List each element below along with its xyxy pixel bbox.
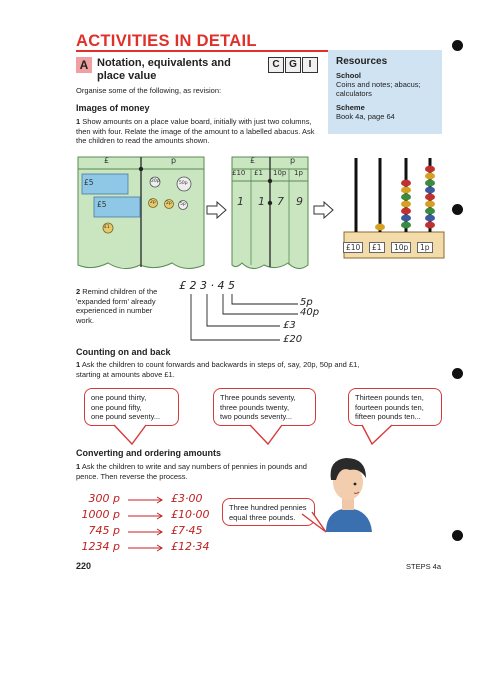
board1-note: £5	[84, 178, 94, 187]
coin-5p: 5p	[180, 202, 186, 207]
section-intro: Organise some of the following, as revision:	[76, 86, 222, 95]
expanded-part: 40p	[300, 307, 320, 318]
boy-illustration	[318, 452, 378, 534]
bubble-line: fourteen pounds ten,	[355, 402, 424, 412]
pence-value: 745 p	[88, 524, 120, 537]
board2-col-pence: p	[290, 156, 296, 165]
conversion-arrows	[124, 495, 168, 555]
pounds-value: £3·00	[171, 492, 203, 505]
school-text: Coins and notes; abacus; calculators	[336, 80, 421, 98]
bubble-line: Thirteen pounds ten,	[355, 393, 424, 402]
coin-2p: 2p	[166, 201, 172, 206]
board1-note: £5	[97, 200, 107, 209]
bubble-line: one pound thirty,	[91, 393, 147, 402]
expanded-amount: £ 2 3 · 4 5	[179, 279, 235, 292]
board2-col-label: 1p	[294, 169, 303, 177]
item-number: 1	[76, 462, 81, 471]
steps-label: STEPS 4a	[406, 562, 442, 571]
board1-col-pound: £	[104, 156, 110, 165]
scheme-text: Book 4a, page 64	[336, 112, 395, 121]
board1-col-pence: p	[171, 156, 177, 165]
images-text	[76, 117, 316, 146]
coin-2p: 2p	[150, 200, 156, 205]
pence-value: 300 p	[88, 492, 120, 505]
speech-bubble	[348, 388, 442, 426]
bubble-tail	[248, 424, 288, 446]
counting-body: Ask the children to count forwards and backwards in steps of, say, 20p, 50p and £1, starting at amounts above £1.	[76, 360, 360, 379]
images-body: Show amounts on a place value board, initially with just two columns, then with four. Relate the image of the amount to a labelled abacus. Ask the children to read the amounts shown.	[76, 117, 315, 145]
item-number: 2	[76, 287, 81, 296]
images-heading: Images of money	[76, 103, 150, 113]
board2-col-pound: £	[250, 156, 256, 165]
pounds-value: £7·45	[171, 524, 203, 537]
abacus-label: 1p	[417, 242, 433, 253]
expanded-text	[76, 287, 166, 325]
place-value-board-two-column	[76, 155, 206, 275]
bubble-line: one pound seventy...	[91, 412, 161, 421]
expanded-part: 5p	[300, 297, 313, 308]
abacus-label: 10p	[391, 242, 411, 253]
bubble-line: fifteen pounds ten...	[355, 412, 421, 421]
binder-hole	[452, 204, 463, 215]
resources-heading: Resources	[336, 56, 388, 67]
coin-pound: £1	[104, 225, 110, 230]
badge-c: C	[268, 57, 284, 73]
expanded-body: Remind children of the 'expanded form' already experienced in number work.	[76, 287, 158, 325]
section-letter: A	[76, 57, 92, 73]
pence-value: 1234 p	[81, 540, 120, 553]
abacus-label: £1	[369, 242, 385, 253]
speech-bubble	[213, 388, 316, 426]
bubble-tail	[360, 424, 400, 446]
board2-col-label: 10p	[273, 169, 287, 177]
bubble-line: three pounds twenty,	[220, 402, 290, 412]
board2-col-label: £1	[254, 169, 263, 177]
bubble-line: equal three pounds.	[229, 512, 296, 522]
board2-digit: 7	[277, 195, 284, 208]
speech-bubble	[84, 388, 179, 426]
board2-digit: 1	[237, 195, 244, 208]
abacus-label: £10	[343, 242, 363, 253]
expanded-part: £20	[283, 334, 303, 345]
board2-col-label: £10	[232, 169, 246, 177]
resources-box	[328, 50, 442, 134]
right-arrow-icon	[206, 201, 228, 219]
binder-hole	[452, 368, 463, 379]
bubble-line: Three pounds seventy,	[220, 393, 296, 402]
badge-g: G	[285, 57, 301, 73]
pence-value: 1000 p	[81, 508, 120, 521]
converting-body: Ask the children to write and say numbers of pennies in pounds and pence. Then reverse the process.	[76, 462, 307, 481]
page-title: ACTIVITIES IN DETAIL	[76, 32, 257, 50]
binder-hole	[452, 530, 463, 541]
bubble-tail	[112, 424, 152, 446]
board2-digit: 1	[258, 195, 265, 208]
bubble-line: Three hundred pennies	[229, 503, 307, 512]
item-number: 1	[76, 360, 81, 369]
counting-text	[76, 360, 376, 379]
binder-hole	[452, 40, 463, 51]
coin-20p: 20p	[151, 179, 160, 184]
item-number: 1	[76, 117, 81, 126]
converting-text	[76, 462, 326, 481]
section-title: Notation, equivalents and place value	[97, 57, 231, 82]
pounds-value: £10·00	[171, 508, 210, 521]
scheme-label: Scheme	[336, 103, 365, 112]
badge-i: I	[302, 57, 318, 73]
pounds-value: £12·34	[171, 540, 210, 553]
right-arrow-icon	[313, 201, 335, 219]
bubble-line: one pound fifty,	[91, 402, 142, 412]
school-label: School	[336, 71, 362, 80]
page-number: 220	[76, 561, 92, 571]
expanded-part: £3	[283, 320, 296, 331]
counting-heading: Counting on and back	[76, 347, 171, 357]
coin-50p: 50p	[179, 181, 188, 186]
board2-digit: 9	[296, 195, 303, 208]
converting-heading: Converting and ordering amounts	[76, 448, 222, 458]
bubble-line: two pounds seventy...	[220, 412, 292, 421]
